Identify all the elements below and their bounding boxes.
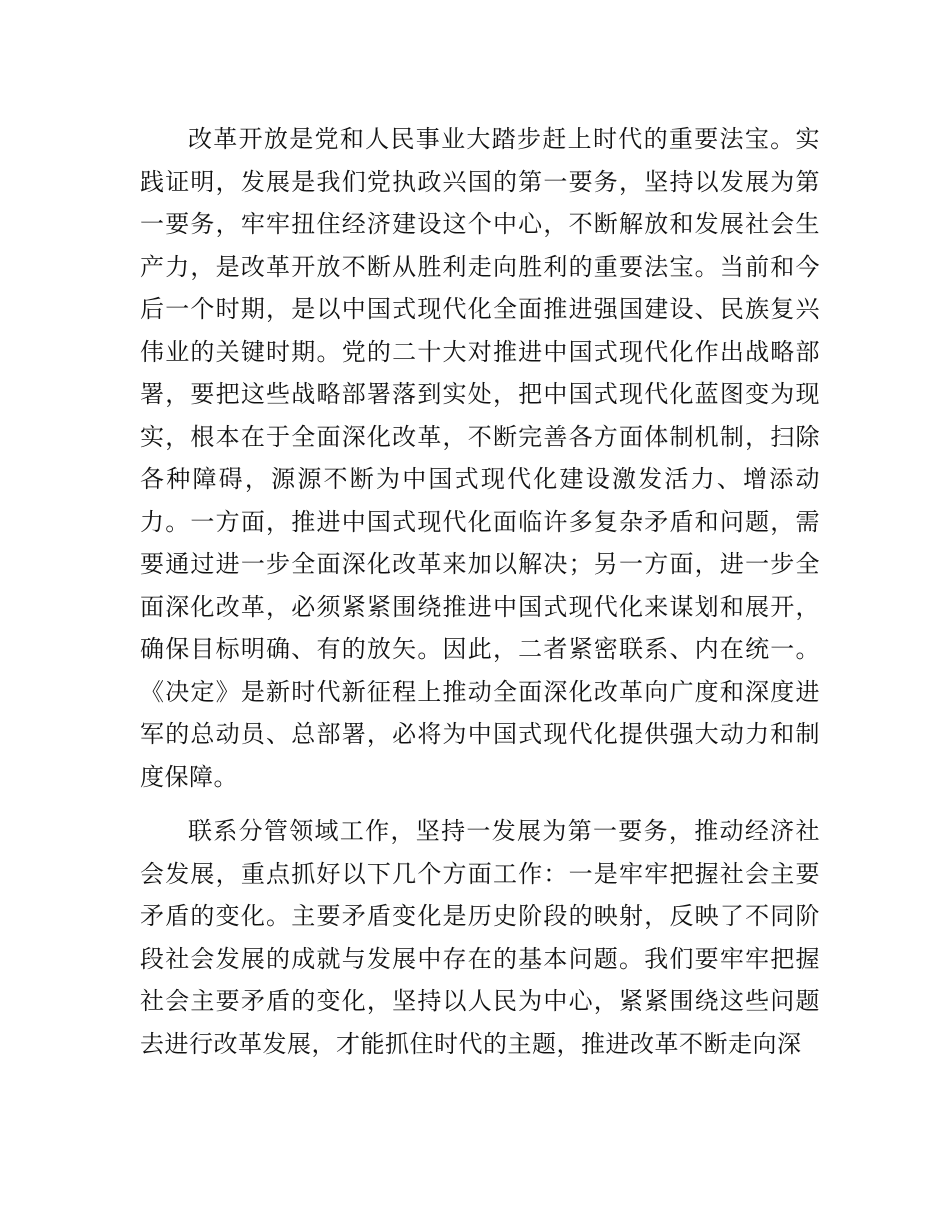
document-body <box>140 118 820 1065</box>
paragraph-work-focus: 联系分管领域工作，坚持一发展为第一要务，推动经济社会发展，重点抓好以下几个方面工作：一是牢牢把握社会主要矛盾的变化。主要矛盾变化是历史阶段的映射，反映了不同阶段社会发展的成就与发展中存在的基本问题。我们要牢牢把握社会主要矛盾的变化，坚持以人民为中心，紧紧围绕这些问题去进行改革发展，才能抓住时代的主题，推进改革不断走向深 <box>140 817 820 1058</box>
paragraph-reform-opening: 改革开放是党和人民事业大踏步赶上时代的重要法宝。实践证明，发展是我们党执政兴国的第一要务，坚持以发展为第一要务，牢牢扭住经济建设这个中心，不断解放和发展社会生产力，是改革开放不断从胜利走向胜利的重要法宝。当前和今后一个时期，是以中国式现代化全面推进强国建设、民族复兴伟业的关键时期。党的二十大对推进中国式现代化作出战略部署，要把这些战略部署落到实处，把中国式现代化蓝图变为现实，根本在于全面深化改革，不断完善各方面体制机制，扫除各种障碍，源源不断为中国式现代化建设激发活力、增添动力。一方面，推进中国式现代化面临许多复杂矛盾和问题，需要通过进一步全面深化改革来加以解决；另一方面，进一步全面深化改革，必须紧紧围绕推进中国式现代化来谋划和展开，确保目标明确、有的放矢。因此，二者紧密联系、内在统一。《决定》是新时代新征程上推动全面深化改革向广度和深度进军的总动员、总部署，必将为中国式现代化提供强大动力和制度保障。 <box>140 125 820 791</box>
